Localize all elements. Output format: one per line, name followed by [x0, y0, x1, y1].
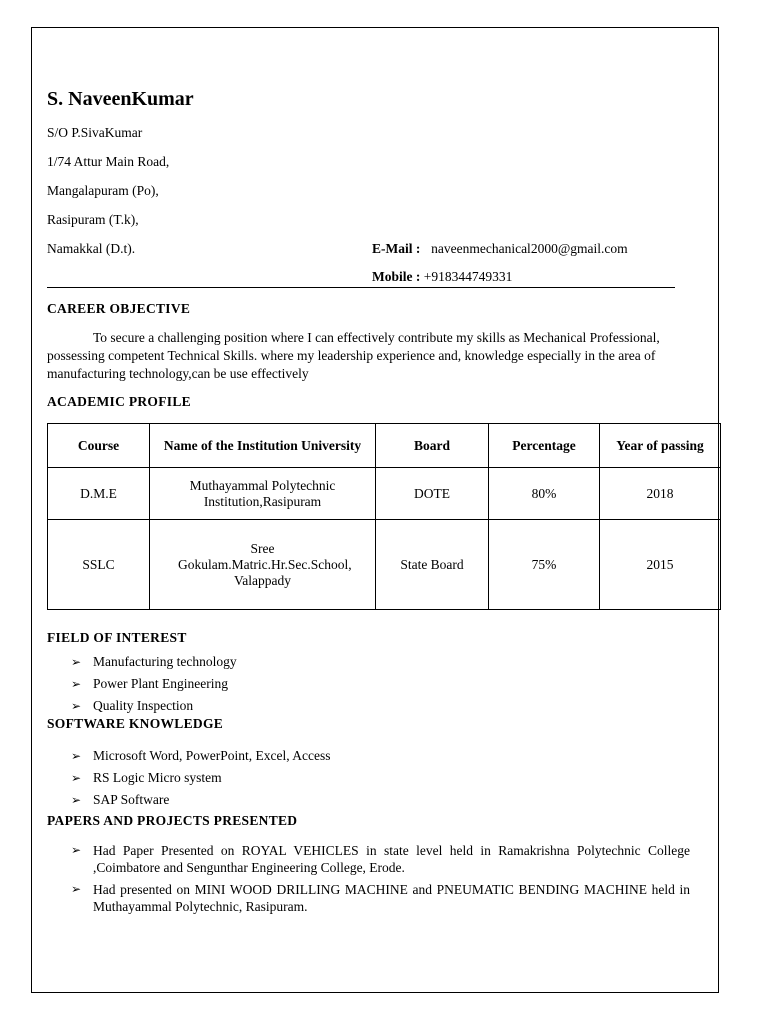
- email-label: E-Mail :: [372, 241, 421, 256]
- software-knowledge-list: [71, 745, 331, 811]
- list-item-text: RS Logic Micro system: [93, 770, 222, 785]
- field-of-interest-title: FIELD OF INTEREST: [47, 630, 187, 645]
- table-cell: 75%: [489, 520, 600, 610]
- list-item-text: Manufacturing technology: [93, 654, 237, 669]
- career-objective-text: [47, 329, 667, 383]
- email-value: naveenmechanical2000@gmail.com: [431, 241, 628, 256]
- list-item: [71, 842, 690, 876]
- field-of-interest-list: [71, 651, 237, 717]
- table-header-row: [48, 424, 721, 468]
- mobile-value: +918344749331: [423, 269, 513, 284]
- table-cell: Sree Gokulam.Matric.Hr.Sec.School, Valappady: [150, 520, 376, 610]
- address-line: Rasipuram (T.k),: [47, 212, 139, 227]
- list-item: [71, 881, 690, 915]
- candidate-name: S. NaveenKumar: [47, 88, 194, 110]
- list-item: [71, 745, 331, 767]
- list-item: [71, 673, 237, 695]
- career-objective-title: CAREER OBJECTIVE: [47, 301, 191, 316]
- list-item: [71, 767, 331, 789]
- table-row: [48, 468, 721, 520]
- arrow-bullet-icon: ➢: [71, 699, 82, 713]
- table-cell: Muthayammal Polytechnic Institution,Rasipuram: [150, 468, 376, 520]
- list-item-text: Microsoft Word, PowerPoint, Excel, Access: [93, 748, 331, 763]
- academic-profile-title: ACADEMIC PROFILE: [47, 394, 191, 409]
- address-line: Mangalapuram (Po),: [47, 183, 159, 198]
- list-item: [71, 789, 331, 811]
- column-header: Percentage: [489, 424, 600, 468]
- table-cell: DOTE: [376, 468, 489, 520]
- email-row: [372, 241, 628, 257]
- header-divider: [47, 287, 675, 288]
- mobile-label: Mobile :: [372, 269, 421, 284]
- list-item-text: Had Paper Presented on ROYAL VEHICLES in state level held in Ramakrishna Polytechnic College ,Coimbatore and Sengunthar Engineering College, Erode.: [93, 843, 690, 875]
- list-item: [71, 695, 237, 717]
- column-header: Board: [376, 424, 489, 468]
- column-header: Year of passing: [600, 424, 721, 468]
- table-cell: 2018: [600, 468, 721, 520]
- papers-list: [71, 842, 690, 915]
- address-line: S/O P.SivaKumar: [47, 125, 143, 140]
- mobile-row: [372, 269, 512, 285]
- column-header: Course: [48, 424, 150, 468]
- table-cell: State Board: [376, 520, 489, 610]
- list-item-text: Had presented on MINI WOOD DRILLING MACHINE and PNEUMATIC BENDING MACHINE held in Muthayammal Polytechnic, Rasipuram.: [93, 882, 690, 914]
- objective-paragraph: To secure a challenging position where I can effectively contribute my skills as Mechanical Professional, possessing competent Technical Skills. where my leadership experience and, knowledge especially in the area of manufacturing technology,can be use effectively: [47, 330, 660, 381]
- academic-table: [47, 423, 721, 610]
- arrow-bullet-icon: ➢: [71, 882, 82, 896]
- list-item: [71, 651, 237, 673]
- papers-projects-title: PAPERS AND PROJECTS PRESENTED: [47, 813, 298, 828]
- list-item-text: SAP Software: [93, 792, 170, 807]
- arrow-bullet-icon: ➢: [71, 655, 82, 669]
- table-row: [48, 520, 721, 610]
- address-line: 1/74 Attur Main Road,: [47, 154, 170, 169]
- list-item-text: Quality Inspection: [93, 698, 194, 713]
- table-cell: 80%: [489, 468, 600, 520]
- table-cell: 2015: [600, 520, 721, 610]
- arrow-bullet-icon: ➢: [71, 793, 82, 807]
- table-cell: D.M.E: [48, 468, 150, 520]
- arrow-bullet-icon: ➢: [71, 771, 82, 785]
- address-line: Namakkal (D.t).: [47, 241, 136, 256]
- table-cell: SSLC: [48, 520, 150, 610]
- list-item-text: Power Plant Engineering: [93, 676, 228, 691]
- arrow-bullet-icon: ➢: [71, 749, 82, 763]
- arrow-bullet-icon: ➢: [71, 843, 82, 857]
- arrow-bullet-icon: ➢: [71, 677, 82, 691]
- software-knowledge-title: SOFTWARE KNOWLEDGE: [47, 716, 224, 731]
- column-header: Name of the Institution University: [150, 424, 376, 468]
